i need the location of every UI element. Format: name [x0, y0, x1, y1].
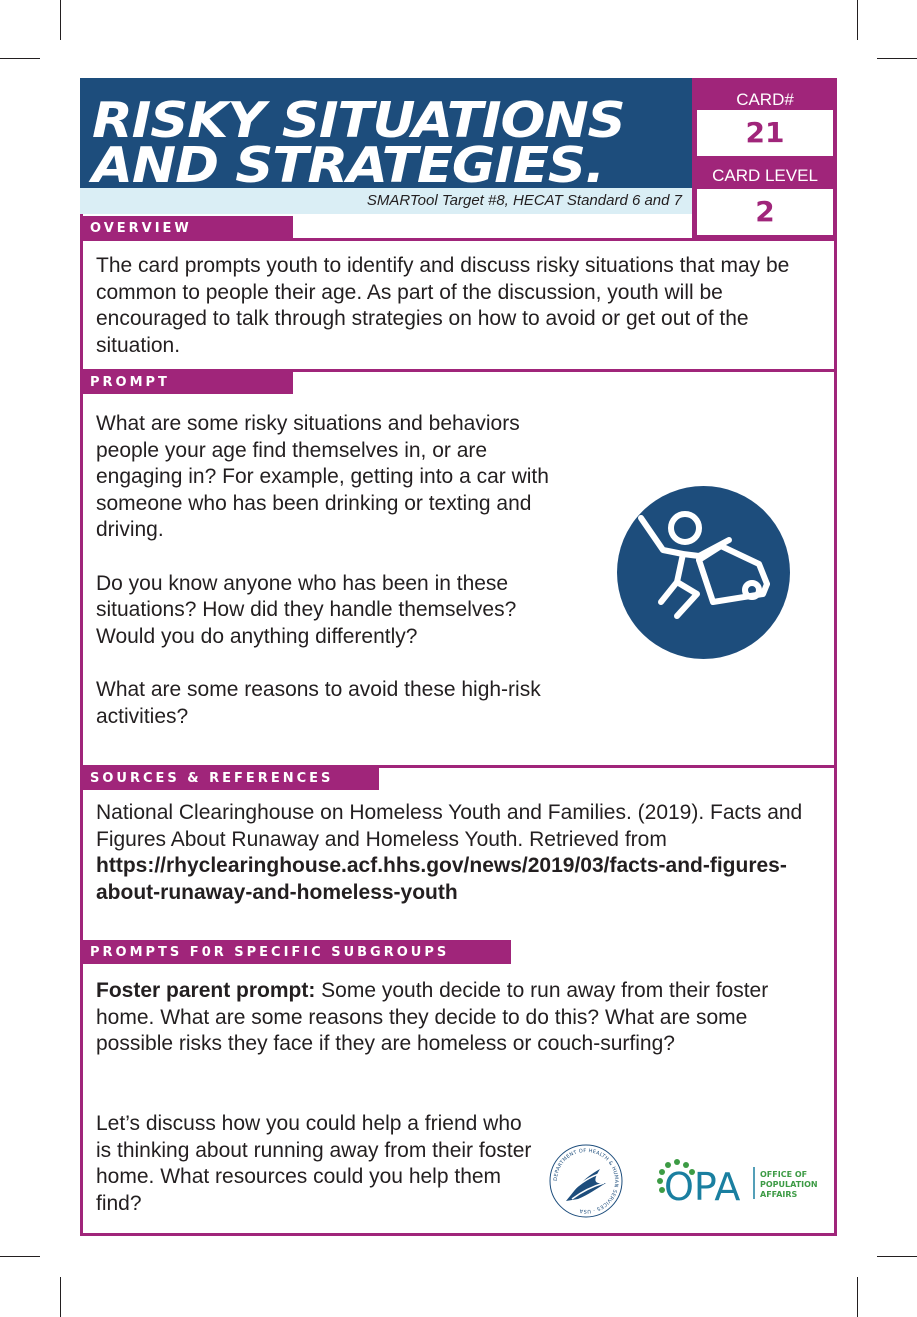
standards-subtitle: SMARTool Target #8, HECAT Standard 6 and 7 [366, 192, 682, 209]
subgroups-text-2 [96, 1111, 541, 1217]
foster-prompt-text: Some youth decide to run away from their foster home. What are some reasons they decide to do this? What are some possible risks they face if they are homeless or couch-surfing? [96, 979, 769, 1056]
crop-mark [857, 0, 858, 40]
crop-mark [857, 1277, 858, 1317]
opa-line-3: AFFAIRS [760, 1190, 798, 1199]
subgroups-paragraph-2: Let’s discuss how you could help a friend who is thinking about running away from their foster home. What resources could you help them find? [96, 1112, 532, 1215]
opa-line-2: POPULATION [760, 1180, 818, 1189]
card-number-value: 21 [697, 110, 833, 156]
prompt-paragraph-1: What are some risky situations and behaviors people your age find themselves in, or are engaging in? For example, getting into a car with someone who has been drinking or texting and driving. [96, 412, 549, 542]
crop-mark [877, 58, 917, 59]
opa-acronym: OPA [664, 1165, 741, 1207]
overview-paragraph: The card prompts youth to identify and discuss risky situations that may be common to people their age. As part of the discussion, youth will be encouraged to talk through strategies on how to avoid or get out of the situation. [96, 254, 790, 357]
crop-mark [0, 1256, 40, 1257]
sources-text [96, 800, 836, 906]
foster-prompt-label: Foster parent prompt: [96, 979, 316, 1002]
crop-mark [60, 1277, 61, 1317]
page-title [92, 92, 625, 188]
card-level-label: CARD LEVEL [695, 160, 835, 190]
prompt-paragraph-3: What are some reasons to avoid these high-risk activities? [96, 677, 541, 728]
opa-line-1: OFFICE OF [760, 1170, 808, 1179]
prompt-heading: PROMPT [80, 370, 293, 394]
crop-mark [0, 58, 40, 59]
car-accident-person-icon [617, 486, 790, 659]
overview-text [96, 253, 826, 359]
sources-citation: National Clearinghouse on Homeless Youth and Families. (2019). Facts and Figures About Runaway and Homeless Youth. Retrieved from [96, 801, 803, 851]
opa-logo-graphic [654, 1157, 834, 1207]
crop-mark [60, 0, 61, 40]
hhs-seal-text: DEPARTMENT OF HEALTH & HUMAN SERVICES · USA [552, 1147, 620, 1215]
subtitle-bar [80, 188, 692, 214]
crop-mark [877, 1256, 917, 1257]
card-number-label: CARD# [695, 84, 835, 114]
title-line-2: AND STRATEGIES. [92, 137, 605, 188]
card-level-value: 2 [697, 189, 833, 235]
prompt-paragraph-2: Do you know anyone who has been in these situations? How did they handle themselves? Would you do anything differently? [96, 571, 517, 648]
section-divider [80, 238, 837, 241]
hhs-seal-logo [548, 1143, 624, 1219]
sources-heading: SOURCES & REFERENCES [80, 766, 379, 790]
title-line-1: RISKY SITUATIONS [92, 92, 625, 149]
subgroups-text [96, 978, 786, 1058]
prompt-text [96, 411, 578, 730]
subgroups-heading: PROMPTS F0R SPECIFIC SUBGROUPS [80, 940, 511, 964]
title-banner [80, 78, 692, 188]
sources-link[interactable]: https://rhyclearinghouse.acf.hhs.gov/news/2019/03/facts-and-figures-about-runaway-and-homeless-youth [96, 854, 787, 904]
overview-heading: OVERVIEW [80, 216, 293, 240]
car-accident-person-icon-graphic [617, 486, 790, 659]
opa-logo [654, 1157, 834, 1207]
hhs-eagle-icon [548, 1143, 624, 1219]
